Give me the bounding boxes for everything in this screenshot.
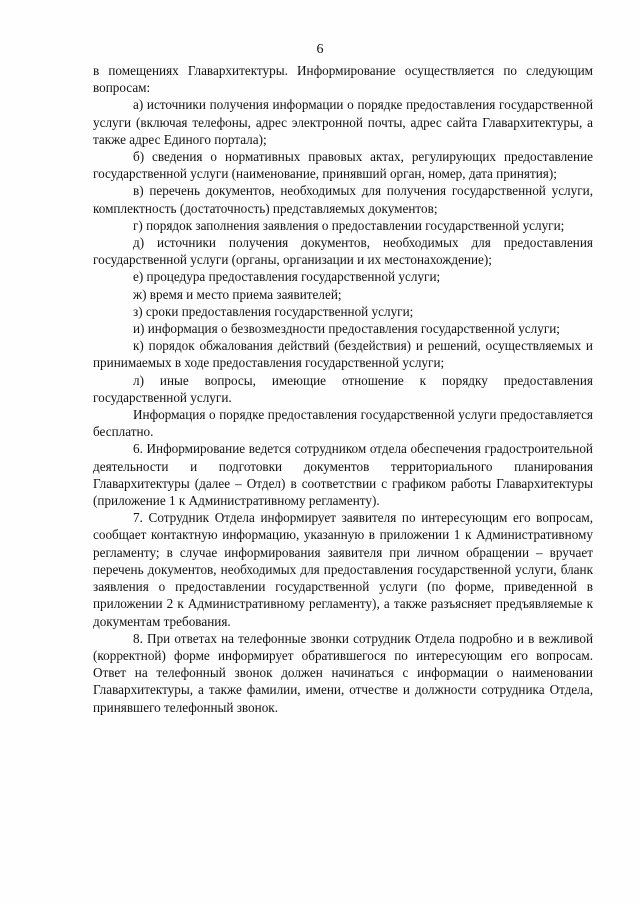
paragraph-continuation: в помещениях Главархитектуры. Информирование осуществляется по следующим вопросам: bbox=[93, 63, 593, 96]
list-item-d: д) источники получения документов, необходимых для предоставления государственной услуги (органы, организации и их местонахождение); bbox=[93, 235, 593, 268]
list-item-z: з) сроки предоставления государственной услуги; bbox=[133, 303, 414, 319]
clause-7: 7. Сотрудник Отдела информирует заявителя по интересующим его вопросам, сообщает контактную информацию, указанную в приложении 1 к Административному регламенту; в случае информирования заявителя при личном обращении – вручает перечень документов, необходимых для предоставления государственной услуги, бланк заявления о предоставлении государственной услуги (по форме, приведенной в приложении 2 к Административному регламенту), а также разъясняет предъявляемые к документам требования. bbox=[93, 510, 593, 629]
list-item-g: г) порядок заполнения заявления о предоставлении государственной услуги; bbox=[133, 217, 565, 233]
list-item-i: и) информация о безвозмездности предоставления государственной услуги; bbox=[133, 321, 560, 337]
list-item-k: к) порядок обжалования действий (бездействия) и решений, осуществляемых и принимаемых в ходе предоставления государственной услуги; bbox=[93, 338, 593, 371]
clause-8: 8. При ответах на телефонные звонки сотрудник Отдела подробно и в вежливой (корректной) форме информирует обратившегося по интересующим его вопросам. Ответ на телефонный звонок должен начинаться с информации о наименовании Главархитектуры, а также фамилии, имени, отчестве и должности сотрудника Отдела, принявшего телефонный звонок. bbox=[93, 630, 593, 715]
document-body bbox=[93, 62, 593, 716]
list-item-b: б) сведения о нормативных правовых актах, регулирующих предоставление государственной услуги (наименование, принявший орган, номер, дата принятия); bbox=[93, 149, 593, 182]
paragraph-free-info: Информация о порядке предоставления государственной услуги предоставляется бесплатно. bbox=[93, 407, 593, 440]
list-item-l: л) иные вопросы, имеющие отношение к порядку предоставления государственной услуги. bbox=[93, 372, 593, 405]
clause-6: 6. Информирование ведется сотрудником отдела обеспечения градостроительной деятельности и подготовки документов территориального планирования Главархитектуры (далее – Отдел) в соответствии с графиком работы Главархитектуры (приложение 1 к Административному регламенту). bbox=[93, 441, 593, 509]
list-item-v: в) перечень документов, необходимых для получения государственной услуги, комплектность (достаточность) представляемых документов; bbox=[93, 183, 593, 216]
list-item-a: а) источники получения информации о порядке предоставления государственной услуги (включая телефоны, адрес электронной почты, адрес сайта Главархитектуры, а также адрес Единого портала); bbox=[93, 97, 593, 147]
list-item-zh: ж) время и место приема заявителей; bbox=[133, 286, 342, 302]
page-number: 6 bbox=[316, 42, 324, 57]
list-item-e: е) процедура предоставления государственной услуги; bbox=[133, 269, 441, 285]
